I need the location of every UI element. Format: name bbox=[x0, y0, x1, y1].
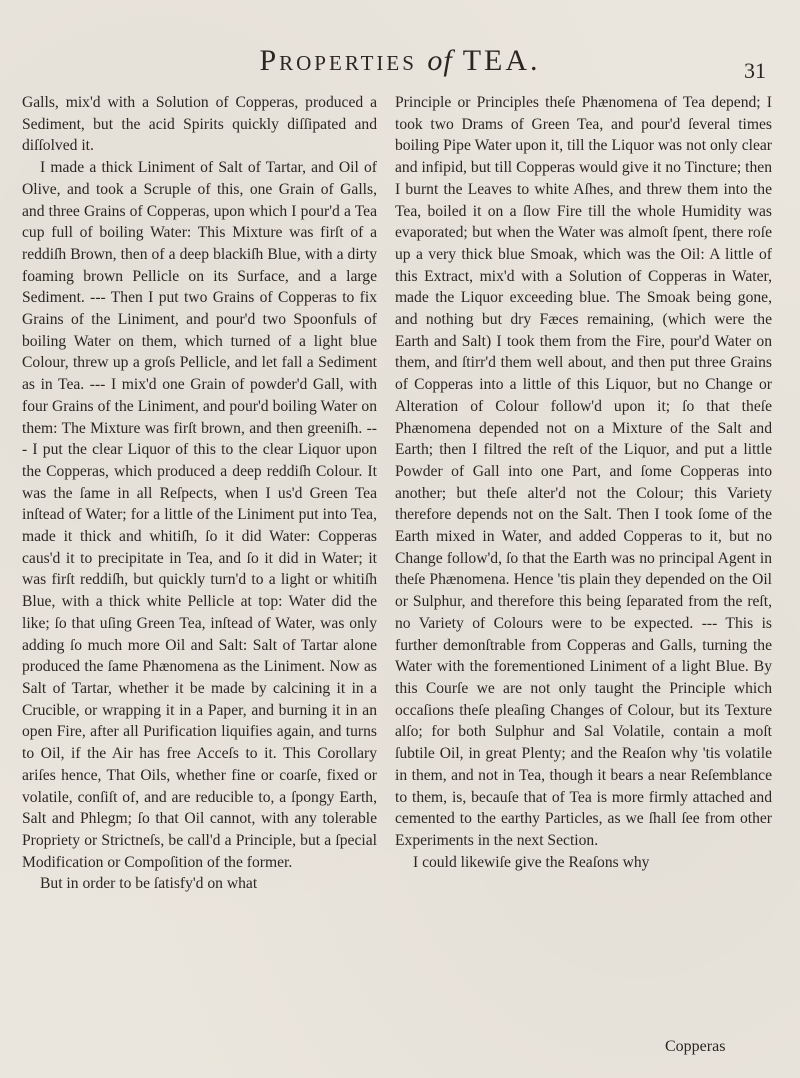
right-paragraph-1: Principle or Principles theſe Phænomena of Tea depend; I took two Drams of Green Tea, and pour'd ſeveral times boiling Pipe Water upon it, till the Liquor was not only clear and infipid, but till Copperas would give it no Tincture; then I burnt the Leaves to white Aſhes, and threw them into the Tea, boiled it on a ſlow Fire till the whole Humidity was evaporated; but when the Water was almoſt ſpent, there roſe up a very thick blue Smoak, which was the Oil: A little of this Extract, mix'd with a Solution of Copperas in Water, made the Liquor exceeding blue. The Smoak being gone, and nothing but dry Fæces remaining, (which were the Earth and Salt) I took them from the Fire, pour'd Water on them, and ſtirr'd them well about, and then put three Grains of Copperas into a little of this Liquor, but no Change or Alteration of Colour follow'd upon it; ſo that theſe Phænomena depended not on a Mixture of the Salt and Earth; then I filtred the reſt of the Liquor, and put a little Powder of Gall into one Part, and ſome Copperas into another; but theſe alter'd not the Colour; this Variety therefore depends not on the Salt. Then I took ſome of the Earth mixed in Water, and added Copperas to it, but no Change follow'd, ſo that the Earth was no principal Agent in theſe Phænomena. Hence 'tis plain they depended on the Oil or Sulphur, and therefore this being ſeparated from the reſt, no Variety of Colours were to be expected. --- This is further demonſtrable from Copperas and Galls, turning the Water with the forementioned Liniment of a light Blue. By this Courſe we are not only taught the Principle which occaſions theſe pleaſing Changes of Colour, but its Texture alſo; for both Sulphur and Sal Volatile, contain a moſt ſubtile Oil, in great Plenty; and the Reaſon why 'tis volatile in them, and not in Tea, though it bears a near Reſemblance to them, is, becauſe that of Tea is more firmly attached and cemented to the earthy Particles, as we ſhall ſee from other Experiments in the next Section. bbox=[395, 94, 772, 849]
left-column bbox=[22, 92, 377, 895]
left-paragraph-3: But in order to be ſatisfy'd on what bbox=[40, 875, 258, 893]
header-title-of: of bbox=[427, 44, 453, 77]
page-number: 31 bbox=[744, 58, 766, 83]
left-paragraph-2: I made a thick Liniment of Salt of Tartar, and Oil of Olive, and took a Scruple of this, one Grain of Galls, and three Grains of Copperas, upon which I pour'd a Tea cup full of boiling Water: This Mixture was firſt of a reddiſh Brown, then of a deep blackiſh Blue, with a dirty foaming brown Pellicle on its Surface, and a large Sediment. --- Then I put two Grains of Copperas to fix Grains of the Liniment, and pour'd two Spoonfuls of boiling Water on them, which turned of a light blue Colour, threw up a groſs Pellicle, and let fall a Sediment as in Tea. --- I mix'd one Grain of powder'd Gall, with four Grains of the Liniment, and pour'd boiling Water on them: The Mixture was firſt brown, and then greeniſh. --- I put the clear Liquor of this to the clear Liquor upon the Copperas, which produced a deep reddiſh Colour. It was the ſame in all Reſpects, when I us'd Green Tea inſtead of Water; for a little of the Liniment put into Tea, made it thick and whitiſh, ſo it did Water: Copperas caus'd it to precipitate in Tea, and ſo it did in Water; it was firſt reddiſh, but quickly turn'd to a light or whitiſh Blue, with a thick white Pellicle at top: Water did the like; ſo that uſing Green Tea, inſtead of Water, was only adding ſo much more Oil and Salt: Salt of Tartar alone produced the ſame Phænomena as the Liniment. Now as Salt of Tartar, whether it be made by calcining it in a Crucible, or wrapping it in a Paper, and burning it in an open Fire, after all Purification liquifies again, and turns to Oil, if the Air has free Acceſs to it. This Corollary ariſes hence, That Oils, whether fine or coarſe, fixed or volatile, conſiſt of, and are reducible to, a ſpongy Earth, Salt and Phlegm; ſo that Oil cannot, with any tolerable Propriety or Strictneſs, be call'd a Principle, but a ſpecial Modification or Compoſition of the former. bbox=[22, 159, 377, 871]
left-paragraph-1: Galls, mix'd with a Solution of Copperas, produced a Sediment, but the acid Spirits quickly diſſipated and diſſolved it. bbox=[22, 94, 377, 155]
header-title-b: TEA. bbox=[462, 44, 541, 77]
right-paragraph-2: I could likewiſe give the Reaſons why bbox=[413, 853, 650, 871]
catchword: Copperas bbox=[665, 1038, 726, 1055]
running-header bbox=[150, 44, 650, 78]
right-column bbox=[395, 92, 772, 873]
header-title-a: Properties bbox=[259, 44, 417, 77]
